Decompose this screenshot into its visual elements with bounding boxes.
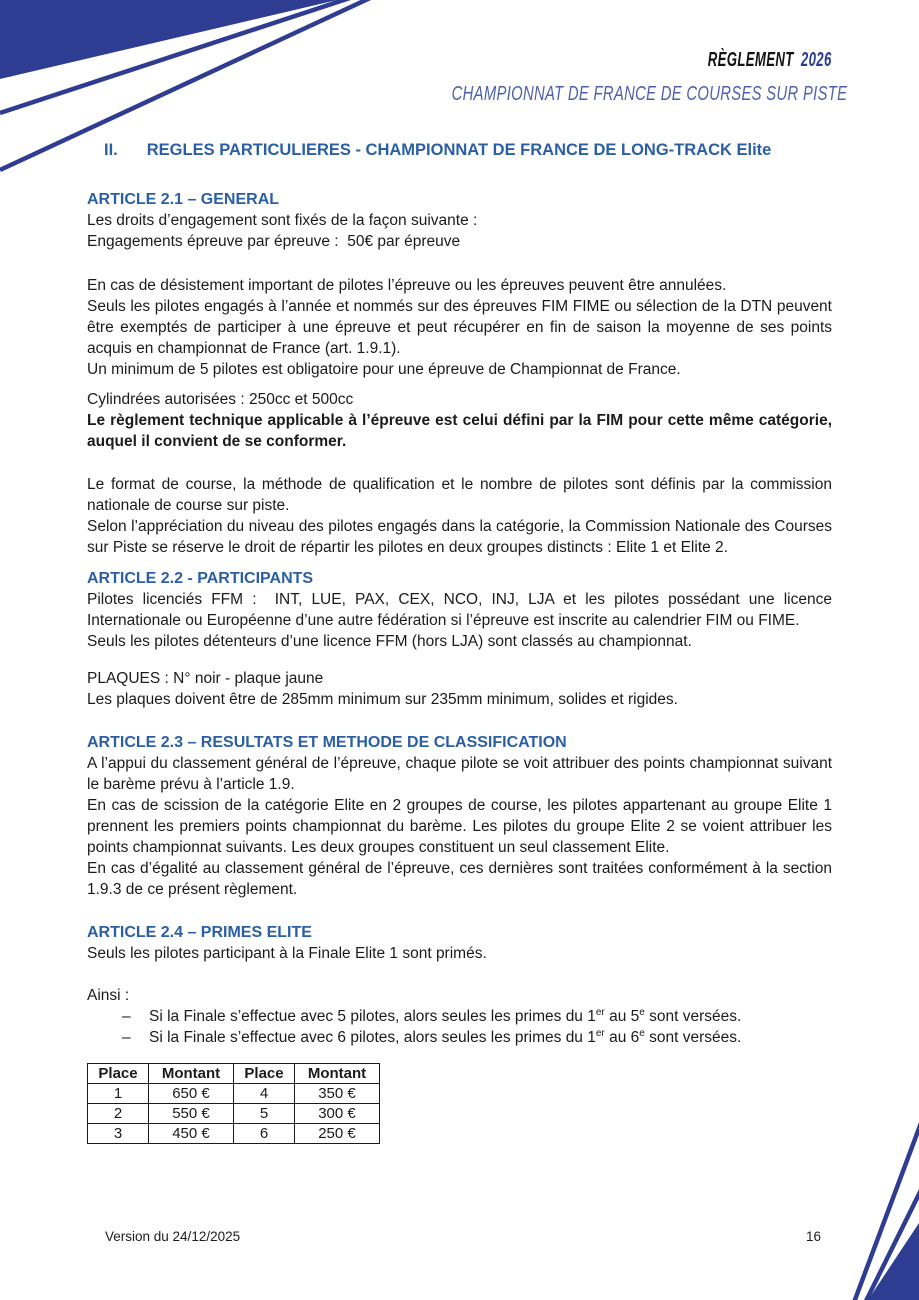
- table-header-cell: Montant: [149, 1064, 234, 1084]
- bullet-text-part: Si la Finale s’effectue avec 5 pilotes, alors seules les primes du 1: [149, 1008, 596, 1025]
- table-cell: 650 €: [149, 1084, 234, 1104]
- table-cell: 350 €: [295, 1084, 380, 1104]
- section-heading-text: REGLES PARTICULIERES - CHAMPIONNAT DE FRANCE DE LONG-TRACK Elite: [146, 141, 772, 159]
- ordinal-superscript: er: [595, 1027, 605, 1039]
- bullet-text-part: au 6: [604, 1029, 640, 1046]
- article-2-2-heading: ARTICLE 2.2 - PARTICIPANTS: [87, 570, 314, 587]
- bullet-text: [149, 1006, 741, 1027]
- bullet-text-part: sont versées.: [644, 1008, 742, 1025]
- table-cell: 300 €: [295, 1104, 380, 1124]
- bullet-text-part: au 5: [604, 1008, 640, 1025]
- paragraph: Seuls les pilotes détenteurs d’une licence FFM (hors LJA) sont classés au championnat.: [87, 633, 692, 650]
- section-heading: [87, 140, 832, 161]
- table-cell: 6: [234, 1124, 295, 1144]
- table-cell: 450 €: [149, 1124, 234, 1144]
- table-cell: 550 €: [149, 1104, 234, 1124]
- brand-title-reglement: RÈGLEMENT: [708, 49, 795, 71]
- bullet-dash: –: [122, 1029, 131, 1046]
- table-row: [88, 1084, 380, 1104]
- bullet-dash: –: [122, 1008, 131, 1025]
- paragraph: A l’appui du classement général de l’épreuve, chaque pilote se voit attribuer des points championnat suivant le barème prévu à l’article 1.9.: [87, 755, 832, 793]
- paragraph: Pilotes licenciés FFM : INT, LUE, PAX, CEX, NCO, INJ, LJA et les pilotes possédant une licence Internationale ou Européenne d’une autre fédération si l’épreuve est inscrite au calendrier FIM ou FIME.: [87, 591, 837, 629]
- paragraph: Seuls les pilotes engagés à l’année et nommés sur des épreuves FIM FIME ou sélection de la DTN peuvent être exemptés de participer à une épreuve et peut récupérer en fin de saison la moyenne de ses points acquis en championnat de France (art. 1.9.1).: [87, 298, 832, 357]
- bullet-text-part: Si la Finale s’effectue avec 6 pilotes, alors seules les primes du 1: [149, 1029, 596, 1046]
- brand-subtitle: CHAMPIONNAT DE FRANCE DE COURSES SUR PISTE: [451, 83, 847, 106]
- table-header-cell: Place: [234, 1064, 295, 1084]
- ordinal-superscript: e: [639, 1027, 645, 1039]
- article-2-1-heading: ARTICLE 2.1 – GENERAL: [87, 191, 280, 208]
- paragraph: Seuls les pilotes participant à la Finale Elite 1 sont primés.: [87, 945, 487, 962]
- bullet-item: [87, 1027, 832, 1048]
- bullet-text-part: sont versées.: [644, 1029, 742, 1046]
- table-cell: 250 €: [295, 1124, 380, 1144]
- table-cell: 5: [234, 1104, 295, 1124]
- paragraph: Le format de course, la méthode de qualification et le nombre de pilotes sont définis par la commission nationale de course sur piste.: [87, 476, 832, 514]
- document-content: [87, 140, 837, 1144]
- prize-table: [87, 1063, 380, 1144]
- paragraph: En cas d’égalité au classement général de l’épreuve, ces dernières sont traitées conformément à la section 1.9.3 de ce présent règlement.: [87, 860, 832, 898]
- paragraph: Cylindrées autorisées : 250cc et 500cc: [87, 391, 354, 408]
- paragraph: Les droits d’engagement sont fixés de la façon suivante :: [87, 212, 478, 229]
- page-number: 16: [806, 1229, 822, 1244]
- article-2-3-heading: ARTICLE 2.3 – RESULTATS ET METHODE DE CLASSIFICATION: [87, 734, 567, 751]
- paragraph: Engagements épreuve par épreuve : 50€ par épreuve: [87, 233, 461, 250]
- paragraph: Selon l’appréciation du niveau des pilotes engagés dans la catégorie, la Commission Nationale des Courses sur Piste se réserve le droit de répartir les pilotes en deux groupes distincts : Elite 1 et Elite 2.: [87, 518, 832, 556]
- brand-title-year: 2026: [801, 49, 832, 71]
- table-row: [88, 1104, 380, 1124]
- article-2-4-heading: ARTICLE 2.4 – PRIMES ELITE: [87, 924, 312, 941]
- bullet-item: [87, 1006, 832, 1027]
- paragraph: Ainsi :: [87, 987, 130, 1004]
- paragraph: En cas de scission de la catégorie Elite en 2 groupes de course, les pilotes appartenant au groupe Elite 1 prennent les premiers points championnat du barème. Les pilotes du groupe Elite 2 se voient attribuer les points championnat suivants. Les deux groupes constituent un seul classement Elite.: [87, 797, 832, 856]
- table-cell: 3: [88, 1124, 149, 1144]
- table-cell: 1: [88, 1084, 149, 1104]
- paragraph-bold: Le règlement technique applicable à l’épreuve est celui défini par la FIM pour cette même catégorie, auquel il convient de se conformer.: [87, 412, 832, 450]
- table-cell: 2: [88, 1104, 149, 1124]
- table-header-cell: Place: [88, 1064, 149, 1084]
- paragraph: En cas de désistement important de pilotes l’épreuve ou les épreuves peuvent être annulées.: [87, 277, 727, 294]
- table-cell: 4: [234, 1084, 295, 1104]
- table-row: [88, 1124, 380, 1144]
- paragraph: Les plaques doivent être de 285mm minimum sur 235mm minimum, solides et rigides.: [87, 691, 678, 708]
- paragraph: Un minimum de 5 pilotes est obligatoire pour une épreuve de Championnat de France.: [87, 361, 681, 378]
- table-header-cell: Montant: [295, 1064, 380, 1084]
- section-numeral: II.: [104, 141, 118, 159]
- bullet-text: [149, 1027, 741, 1048]
- ordinal-superscript: e: [639, 1006, 645, 1018]
- table-header-row: [88, 1064, 380, 1084]
- ordinal-superscript: er: [595, 1006, 605, 1018]
- paragraph: PLAQUES : N° noir - plaque jaune: [87, 670, 324, 687]
- brand-title: [708, 49, 832, 72]
- footer-version: Version du 24/12/2025: [105, 1229, 241, 1244]
